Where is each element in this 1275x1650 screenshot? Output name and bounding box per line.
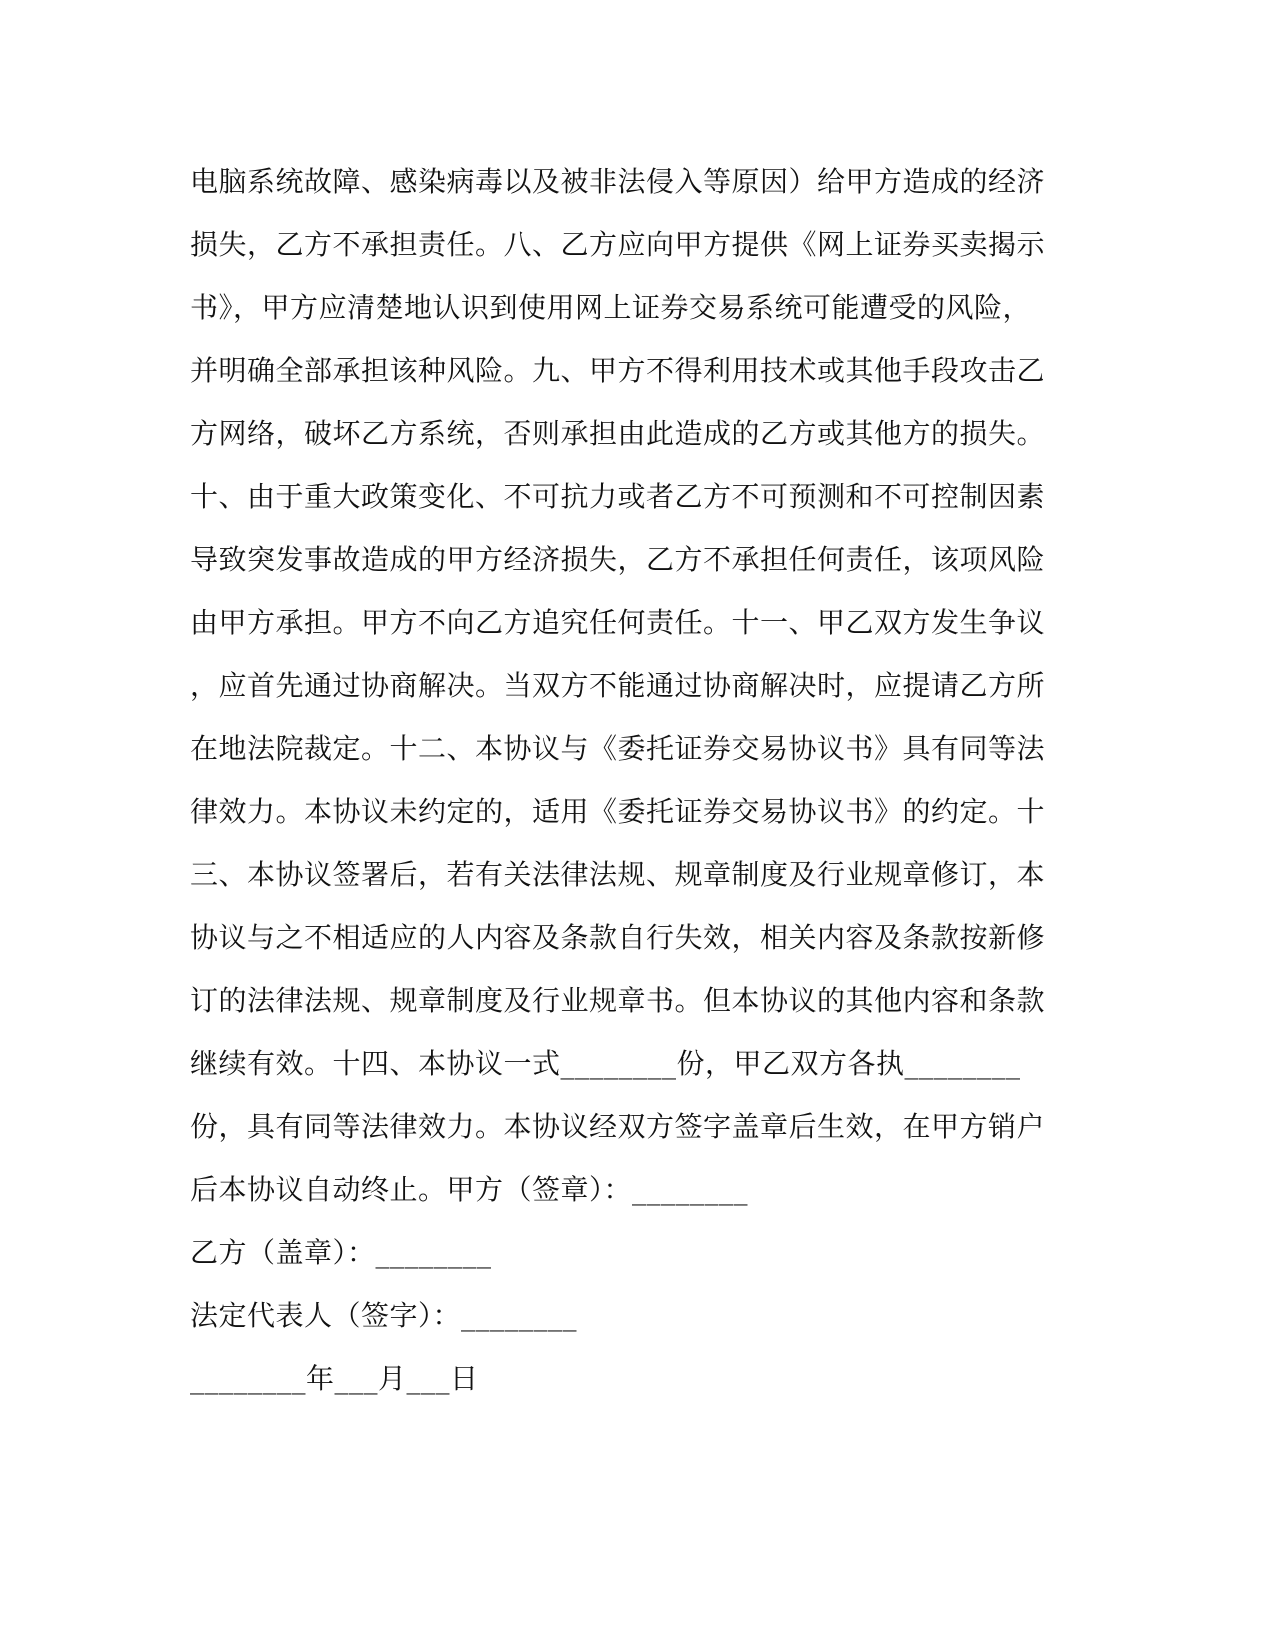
text-line: 方网络，破坏乙方系统，否则承担由此造成的乙方或其他方的损失。 (190, 417, 1046, 450)
text-line: 导致突发事故造成的甲方经济损失，乙方不承担任何责任，该项风险 (190, 543, 1046, 576)
signature-party-a-line: 后本协议自动终止。甲方（签章）：________ (190, 1173, 749, 1206)
date-line: ________年___月___日 (190, 1362, 479, 1395)
text-line: 订的法律法规、规章制度及行业规章书。但本协议的其他内容和条款 (190, 984, 1046, 1017)
text-line: 在地法院裁定。十二、本协议与《委托证券交易协议书》具有同等法 (190, 732, 1046, 765)
legal-representative-line: 法定代表人（签字）：________ (190, 1299, 578, 1332)
text-line: 书》，甲方应清楚地认识到使用网上证券交易系统可能遭受的风险， (190, 291, 1032, 324)
text-line: 三、本协议签署后，若有关法律法规、规章制度及行业规章修订，本 (190, 858, 1046, 891)
text-line: 电脑系统故障、感染病毒以及被非法侵入等原因）给甲方造成的经济 (190, 165, 1046, 198)
text-line: ，应首先通过协商解决。当双方不能通过协商解决时，应提请乙方所 (190, 669, 1046, 702)
text-line: 份，具有同等法律效力。本协议经双方签字盖章后生效，在甲方销户 (190, 1110, 1046, 1143)
text-line: 律效力。本协议未约定的，适用《委托证券交易协议书》的约定。十 (190, 795, 1046, 828)
text-line: 协议与之不相适应的人内容及条款自行失效，相关内容及条款按新修 (190, 921, 1046, 954)
text-line: 继续有效。十四、本协议一式________份，甲乙双方各执________ (190, 1047, 1021, 1080)
signature-party-b-line: 乙方（盖章）：________ (190, 1236, 492, 1269)
agreement-body (190, 150, 1090, 1410)
text-line: 并明确全部承担该种风险。九、甲方不得利用技术或其他手段攻击乙 (190, 354, 1046, 387)
text-line: 十、由于重大政策变化、不可抗力或者乙方不可预测和不可控制因素 (190, 480, 1046, 513)
text-line: 由甲方承担。甲方不向乙方追究任何责任。十一、甲乙双方发生争议 (190, 606, 1046, 639)
text-line: 损失，乙方不承担责任。八、乙方应向甲方提供《网上证券买卖揭示 (190, 228, 1046, 261)
